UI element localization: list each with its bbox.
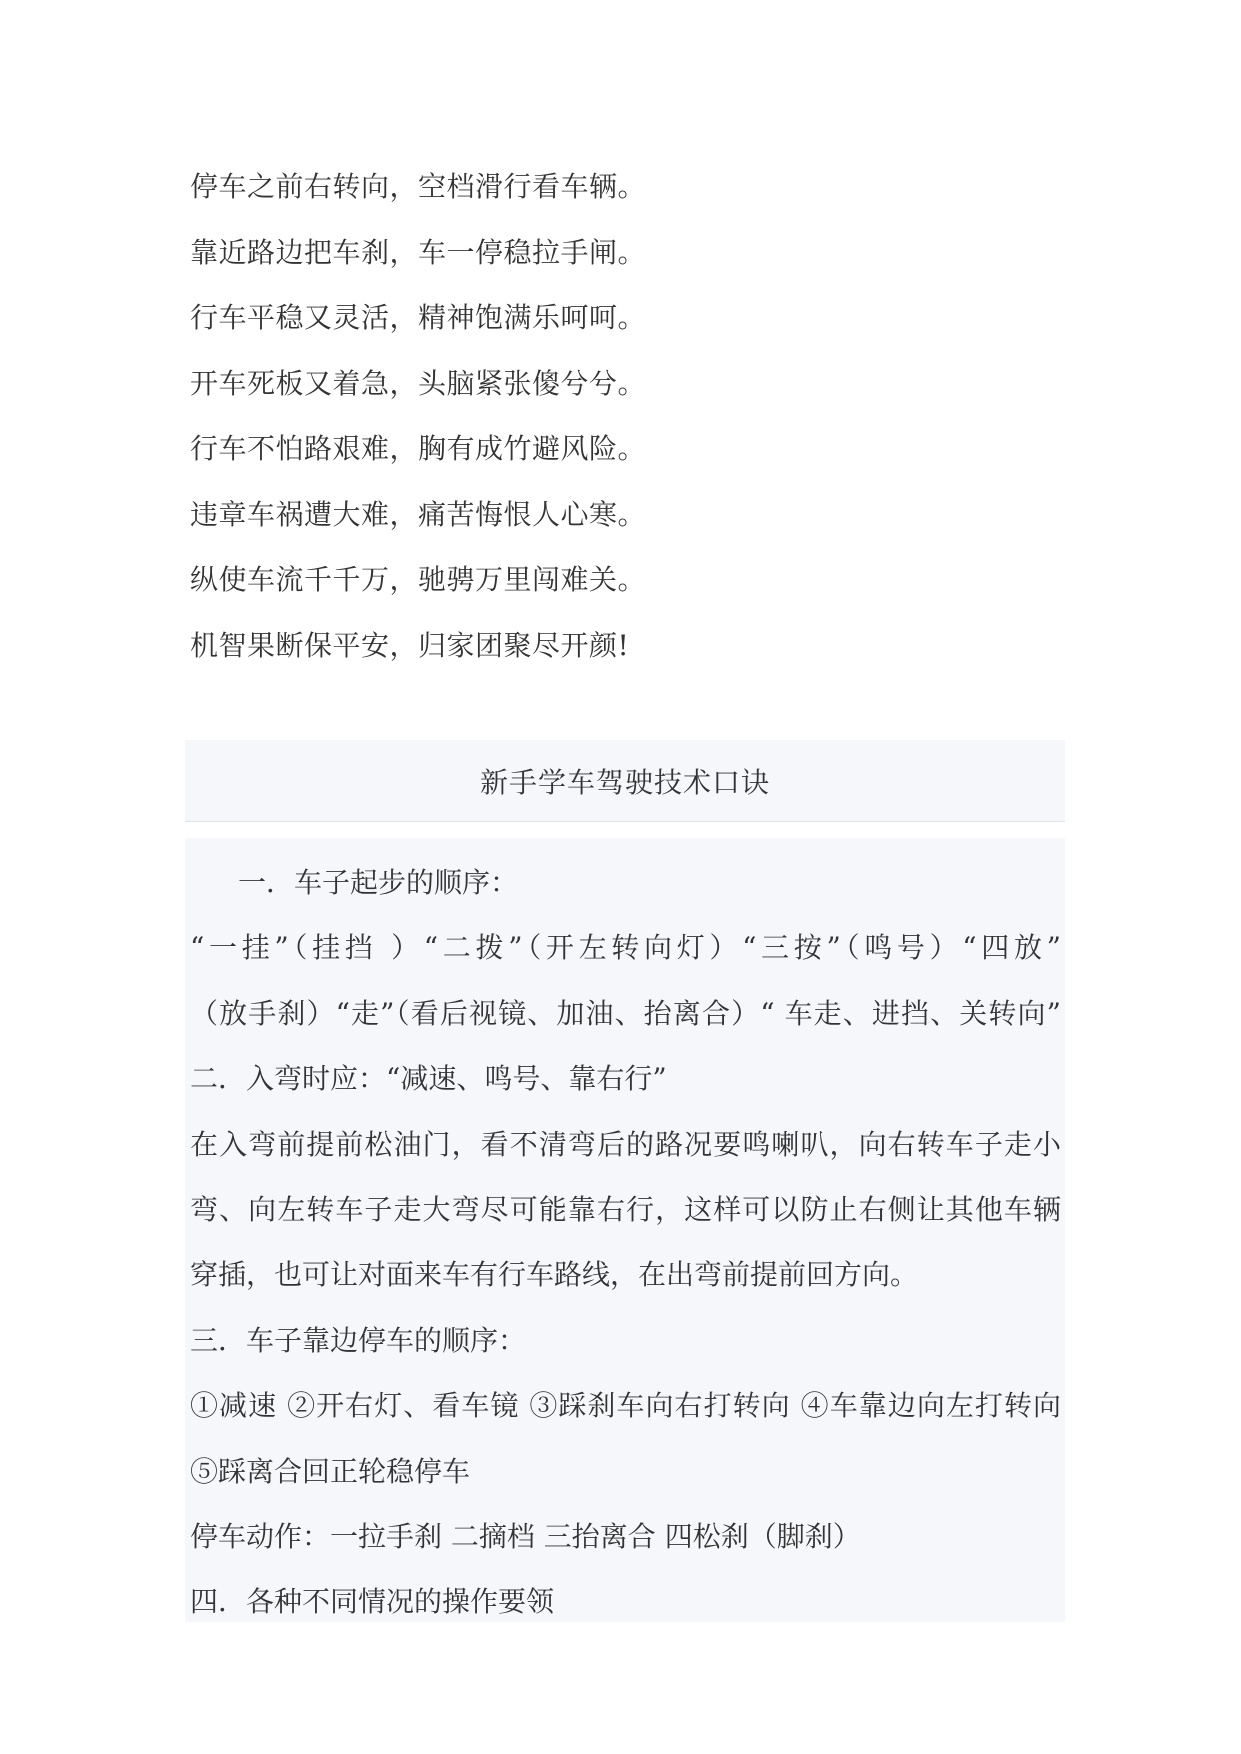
poem-line-1: 停车之前右转向，空档滑行看车辆。 [190, 170, 647, 203]
poem-line-8: 机智果断保平安，归家团聚尽开颜! [190, 628, 630, 662]
article-title-box [185, 740, 1065, 822]
paragraph-line: 穿插，也可让对面来车有行车路线，在出弯前提前回方向。 [190, 1258, 919, 1292]
poem-line-5: 行车不怕路艰难，胸有成竹避风险。 [190, 432, 647, 465]
article-content [185, 838, 1065, 1622]
section-heading-start: 一．车子起步的顺序： [238, 866, 519, 899]
poem-line-7: 纵使车流千千万，驰骋万里闯难关。 [190, 563, 647, 596]
poem-line-4: 开车死板又着急，头脑紧张傻兮兮。 [190, 366, 647, 400]
section-heading-turn: 二．入弯时应：“减速、鸣号、靠右行” [190, 1062, 667, 1096]
paragraph-line: 停车动作：一拉手刹 二摘档 三抬离合 四松刹（脚刹） [190, 1519, 861, 1553]
paragraph-line: “一挂”（挂挡 ）“二拨”（开左转向灯）“三按”（鸣号）“四放” [190, 931, 1061, 965]
paragraph-line: （放手刹）“走”（看后视镜、加油、抬离合）“ 车走、进挡、关转向” [190, 996, 1061, 1030]
paragraph-line: 弯、向左转车子走大弯尽可能靠右行，这样可以防止右侧让其他车辆 [190, 1192, 1061, 1226]
section-heading-park: 三．车子靠边停车的顺序： [190, 1323, 527, 1357]
paragraph-line: ①减速 ②开右灯、看车镜 ③踩刹车向右打转向 ④车靠边向左打转向 [190, 1389, 1061, 1423]
article-title: 新手学车驾驶技术口诀 [479, 765, 770, 799]
poem-line-3: 行车平稳又灵活，精神饱满乐呵呵。 [190, 301, 647, 334]
paragraph-line: 在入弯前提前松油门，看不清弯后的路况要鸣喇叭，向右转车子走小 [190, 1127, 1061, 1161]
poem-block [190, 154, 1070, 678]
poem-line-2: 靠近路边把车刹，车一停稳拉手闸。 [190, 235, 647, 269]
paragraph-line: ⑤踩离合回正轮稳停车 [190, 1454, 471, 1488]
poem-line-6: 违章车祸遭大难，痛苦悔恨人心寒。 [190, 497, 647, 531]
section-heading-situations: 四．各种不同情况的操作要领 [190, 1585, 555, 1619]
